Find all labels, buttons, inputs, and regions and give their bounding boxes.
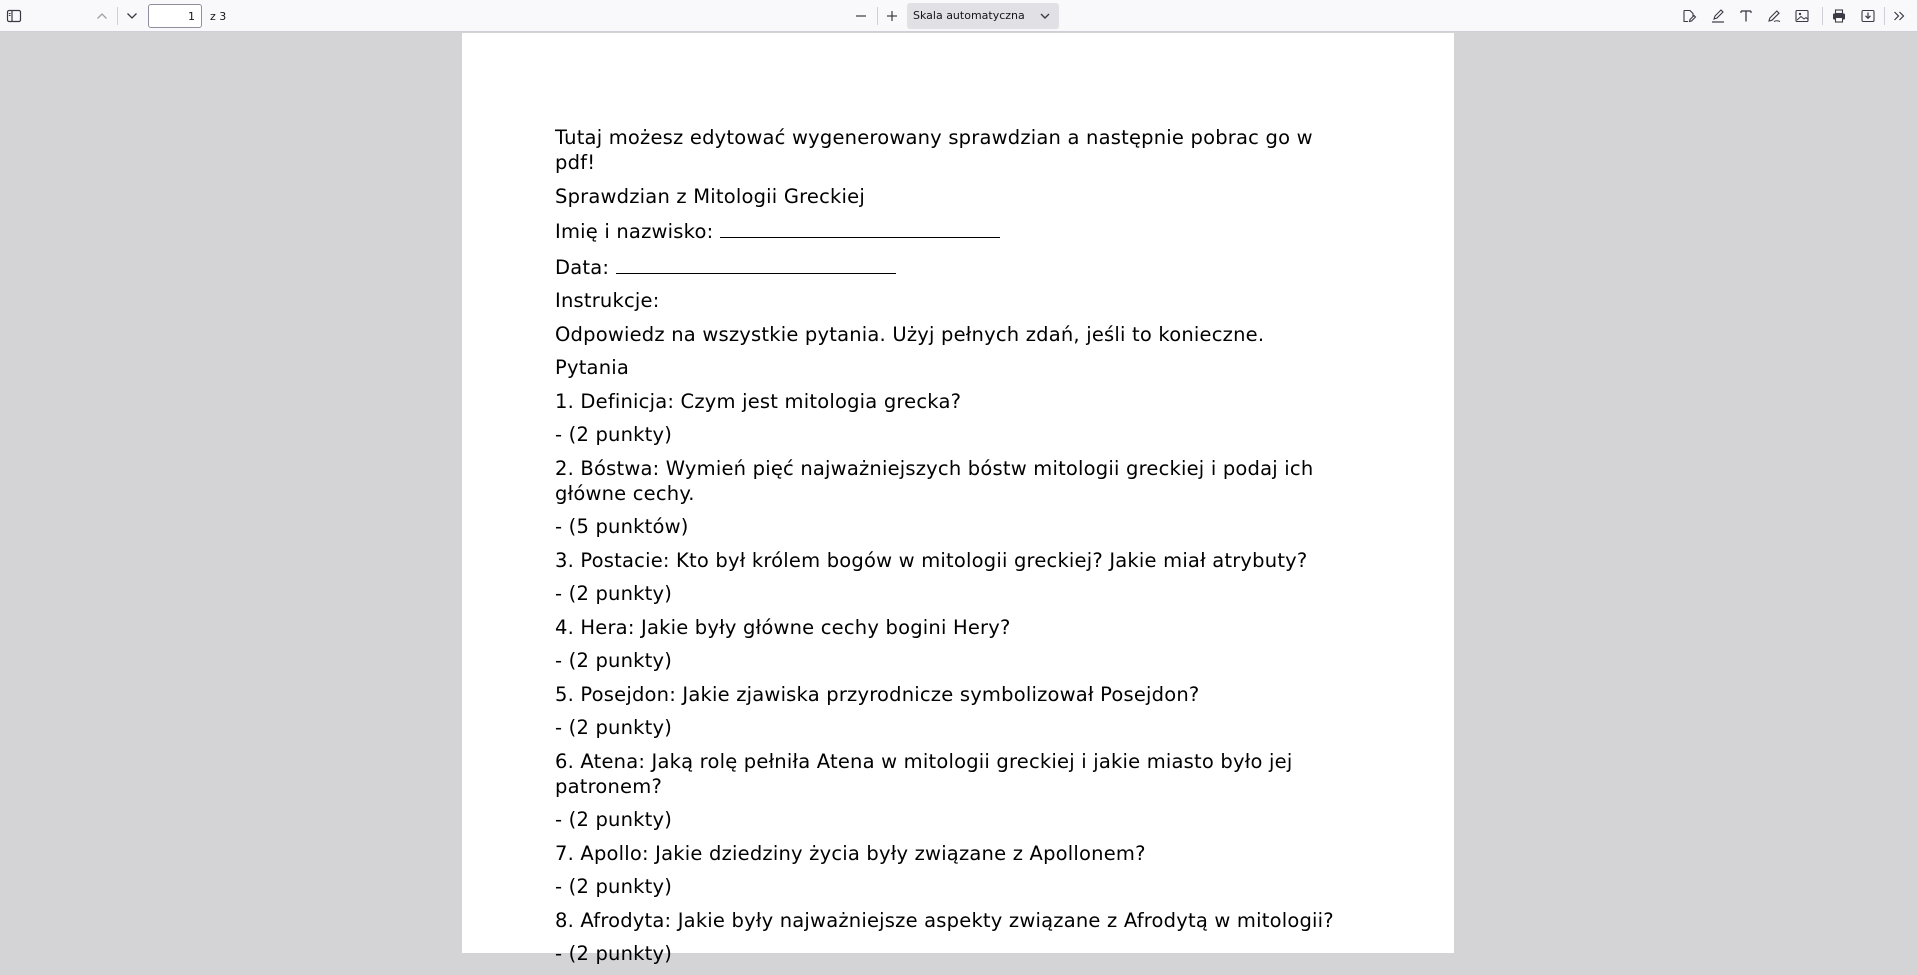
highlight-button[interactable] (1706, 4, 1730, 28)
question-text: 5. Posejdon: Jakie zjawiska przyrodnicze symbolizował Posejdon? (555, 682, 1200, 706)
question-text: 2. Bóstwa: Wymień pięć najważniejszych bóstw mitologii greckiej i podaj ich główne cechy. (555, 456, 1314, 505)
name-label: Imię i nazwisko: (555, 220, 714, 243)
zoom-select-value: Skala automatyczna (913, 9, 1025, 22)
question-points: - (2 punkty) (555, 716, 673, 739)
name-field-line (555, 217, 1345, 244)
sidebar-toggle-icon (6, 8, 22, 24)
instructions-heading: Instrukcje: (555, 289, 660, 312)
question-points: - (2 punkty) (555, 808, 673, 831)
intro-text: Tutaj możesz edytować wygenerowany sprawdzian a następnie pobrac go w pdf! (555, 126, 1313, 174)
previous-page-button[interactable] (90, 4, 114, 28)
zoom-out-button[interactable] (849, 4, 873, 28)
save-button[interactable] (1856, 4, 1880, 28)
more-tools-icon (1891, 8, 1907, 24)
next-page-button[interactable] (120, 4, 144, 28)
sidebar-toggle-button[interactable] (2, 4, 26, 28)
print-icon (1831, 8, 1847, 24)
question-text: 3. Postacie: Kto był królem bogów w mitologii greckiej? Jakie miał atrybuty? (555, 548, 1308, 572)
question-points: - (2 punkty) (555, 582, 673, 605)
toolbar-divider (117, 7, 118, 25)
chevron-down-icon (124, 8, 140, 24)
question-points: - (2 punkty) (555, 875, 673, 898)
document-title: Sprawdzian z Mitologii Greckiej (555, 184, 865, 208)
chevron-down-icon (1037, 8, 1053, 24)
chevron-up-icon (94, 8, 110, 24)
edit-document-icon (1681, 8, 1697, 24)
text-icon (1738, 8, 1754, 24)
name-blank-line (720, 217, 1000, 238)
question-points: - (5 punktów) (555, 515, 689, 538)
plus-icon (884, 8, 900, 24)
toolbar-divider (877, 7, 878, 25)
page-number-input[interactable] (148, 4, 202, 28)
image-icon (1794, 8, 1810, 24)
question-points: - (2 punkty) (555, 942, 673, 965)
draw-icon (1766, 8, 1782, 24)
edit-pdf-button[interactable] (1677, 4, 1701, 28)
question-text: 8. Afrodyta: Jakie były najważniejsze aspekty związane z Afrodytą w mitologii? (555, 908, 1334, 932)
pdf-page (462, 33, 1454, 965)
document-text-layer (555, 125, 1345, 975)
highlight-icon (1710, 8, 1726, 24)
date-label: Data: (555, 255, 610, 279)
draw-button[interactable] (1762, 4, 1786, 28)
date-blank-line (616, 253, 896, 274)
minus-icon (853, 8, 869, 24)
question-text: 7. Apollo: Jakie dziedziny życia były związane z Apollonem? (555, 841, 1146, 865)
questions-heading: Pytania (555, 356, 630, 379)
print-button[interactable] (1827, 4, 1851, 28)
date-field-line (555, 253, 1345, 280)
toolbar-divider (1884, 7, 1885, 25)
question-points: - (2 punkty) (555, 649, 673, 672)
add-image-button[interactable] (1790, 4, 1814, 28)
question-text: 6. Atena: Jaką rolę pełniła Atena w mitologii greckiej i jakie miasto było jej patronem? (555, 749, 1293, 798)
zoom-select[interactable] (907, 3, 1059, 29)
save-icon (1860, 8, 1876, 24)
more-tools-button[interactable] (1887, 4, 1911, 28)
zoom-in-button[interactable] (880, 4, 904, 28)
pdf-toolbar (0, 0, 1917, 32)
question-text: 1. Definicja: Czym jest mitologia grecka? (555, 389, 962, 413)
question-points: - (2 punkty) (555, 423, 673, 446)
instructions-text: Odpowiedz na wszystkie pytania. Użyj pełnych zdań, jeśli to konieczne. (555, 322, 1265, 346)
add-text-button[interactable] (1734, 4, 1758, 28)
toolbar-divider (1822, 7, 1823, 25)
question-text: 4. Hera: Jakie były główne cechy bogini Hery? (555, 615, 1011, 639)
page-count-label: z 3 (210, 10, 227, 23)
